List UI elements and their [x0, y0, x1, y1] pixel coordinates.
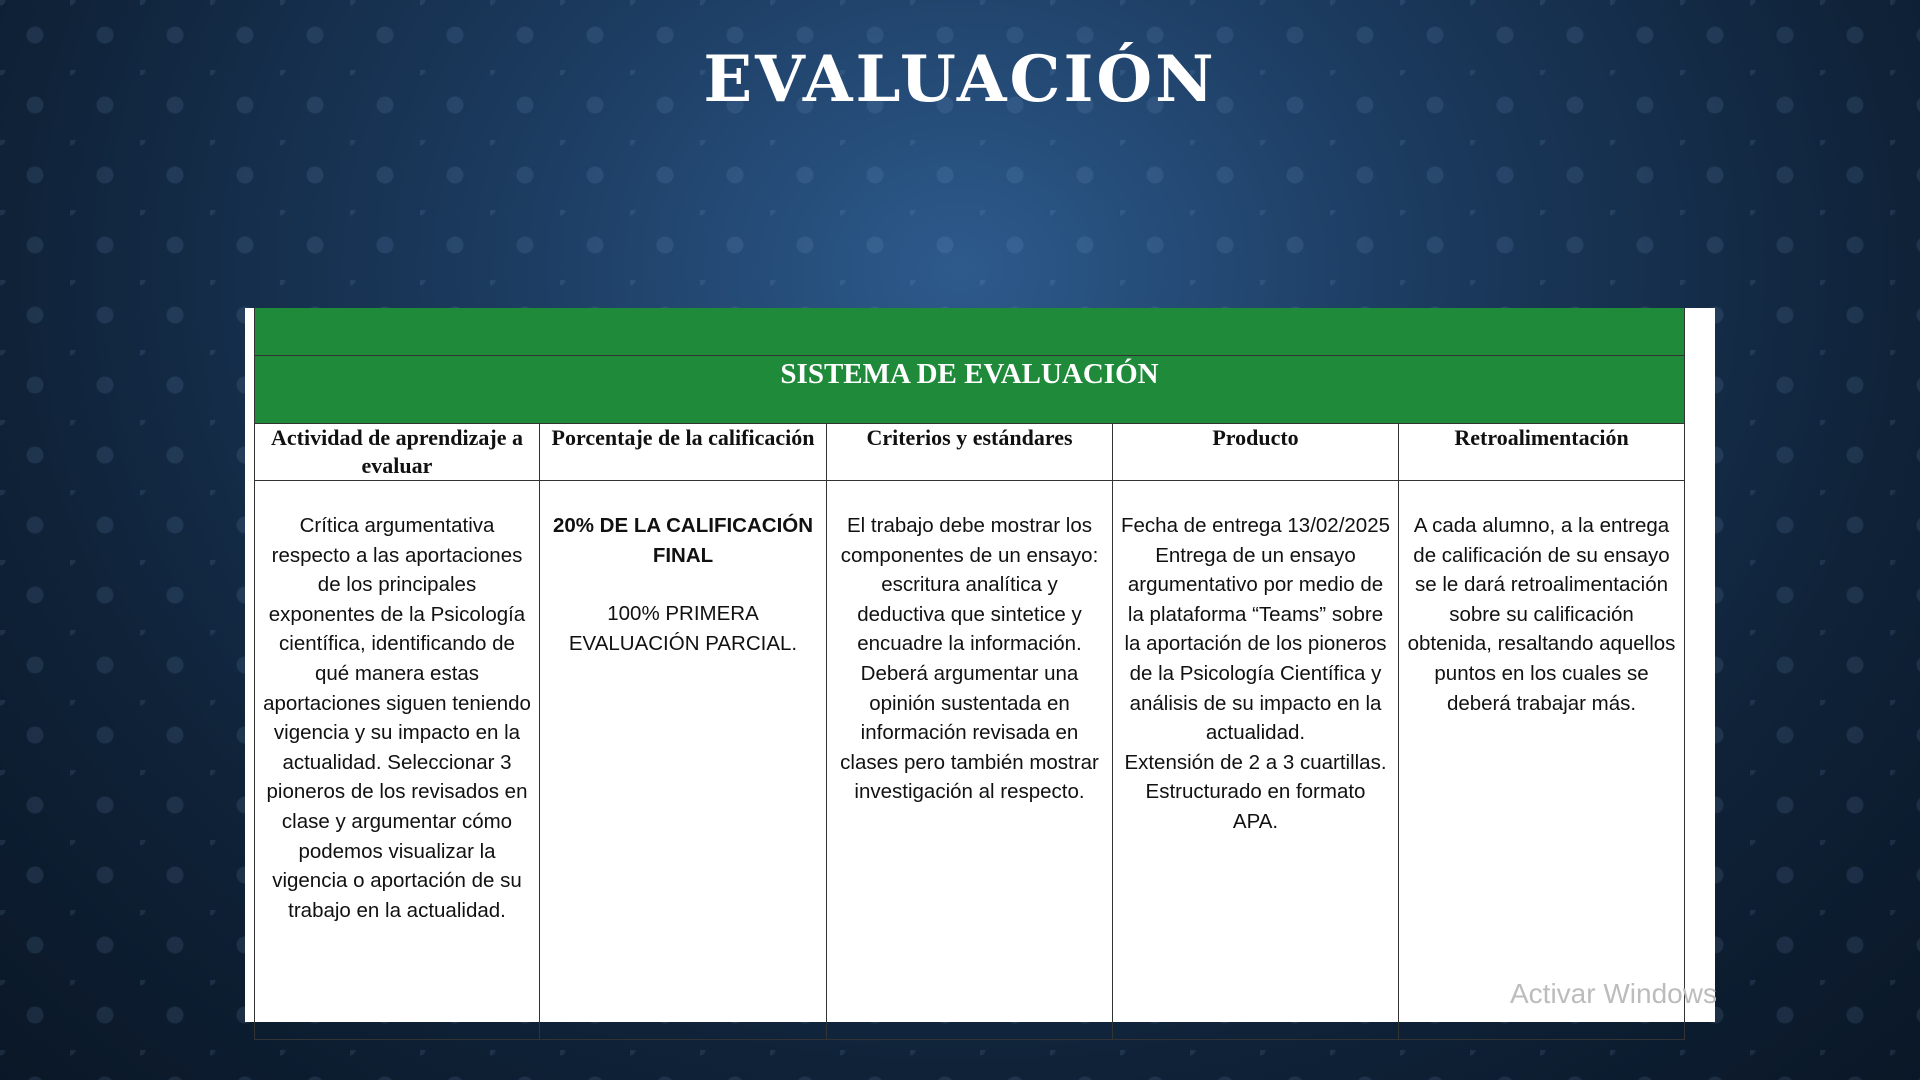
producto-line: Extensión de 2 a 3 cuartillas. [1124, 750, 1387, 774]
cell-retroalimentacion: A cada alumno, a la entrega de calificación de su ensayo se le dará retroalimentación sobre su calificación obtenida, resaltando aquellos puntos en los cuales se deberá trabajar más. [1399, 481, 1685, 1040]
header-producto: Producto [1113, 424, 1399, 481]
cell-producto [1113, 481, 1399, 1040]
porcentaje-bold: 20% DE LA CALIFICACIÓN FINAL [552, 514, 814, 567]
producto-line: Fecha de entrega 13/02/2025 [1121, 514, 1390, 537]
green-band [255, 308, 1685, 356]
cell-criterios: El trabajo debe mostrar los componentes de un ensayo: escritura analítica y deductiva que sintetice y encuadre la información. Deberá argumentar una opinión sustentada en información revisada en clases pero también mostrar investigación al respecto. [827, 481, 1113, 1040]
producto-line: Entrega de un ensayo argumentativo por medio de la plataforma “Teams” sobre la aportación de los pioneros de la Psicología Científica y análisis de su impacto en la actualidad. [1124, 543, 1387, 745]
evaluation-table [254, 308, 1685, 1040]
activation-watermark: Activar Windows [1510, 978, 1717, 1009]
header-criterios: Criterios y estándares [827, 424, 1113, 481]
producto-line: Estructurado en formato APA. [1145, 780, 1366, 833]
table-title: SISTEMA DE EVALUACIÓN [255, 356, 1685, 424]
header-porcentaje: Porcentaje de la calificación [540, 424, 827, 481]
porcentaje-note: 100% PRIMERA EVALUACIÓN PARCIAL. [568, 602, 798, 655]
header-retroalimentacion: Retroalimentación [1399, 424, 1685, 481]
slide-title: EVALUACIÓN [703, 42, 1217, 117]
evaluation-table-image [245, 308, 1715, 1022]
table-row [255, 481, 1685, 1040]
cell-actividad: Crítica argumentativa respecto a las aportaciones de los principales exponentes de la Psicología científica, identificando de qué manera estas aportaciones siguen teniendo vigencia y su impacto en la actualidad. Seleccionar 3 pioneros de los revisados en clase y argumentar cómo podemos visualizar la vigencia o aportación de su trabajo en la actualidad. [255, 481, 540, 1040]
cell-porcentaje [540, 481, 827, 1040]
header-actividad: Actividad de aprendizaje a evaluar [255, 424, 540, 481]
